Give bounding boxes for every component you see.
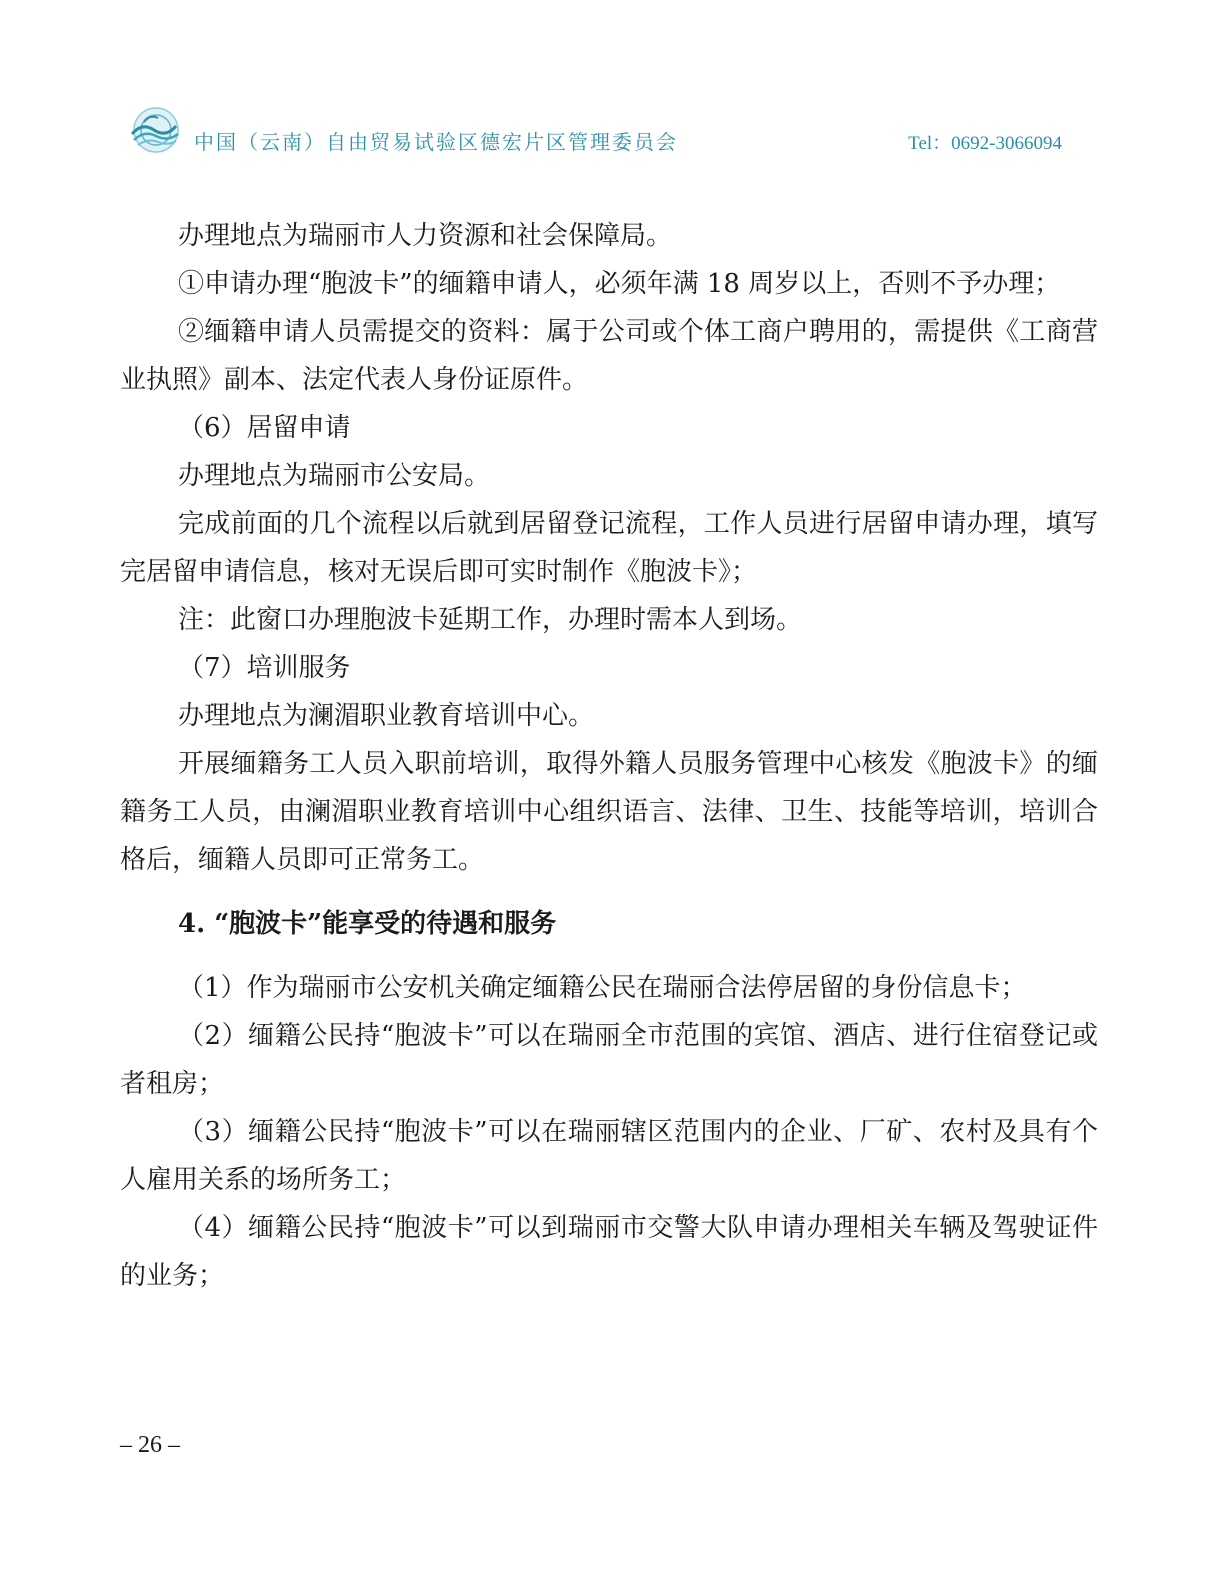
paragraph: 办理地点为瑞丽市公安局。 bbox=[178, 461, 491, 491]
telephone-number: Tel：0692-3066094 bbox=[908, 133, 1062, 154]
paragraph: 办理地点为澜湄职业教育培训中心。 bbox=[178, 701, 595, 731]
document-body bbox=[120, 212, 1098, 1300]
list-item: （1）作为瑞丽市公安机关确定缅籍公民在瑞丽合法停居留的身份信息卡； bbox=[178, 973, 1027, 1003]
paragraph: 开展缅籍务工人员入职前培训，取得外籍人员服务管理中心核发《胞波卡》的缅籍务工人员，由澜湄职业教育培训中心组织语言、法律、卫生、技能等培训，培训合格后，缅籍人员即可正常务工。 bbox=[120, 749, 1098, 875]
paragraph: ①申请办理“胞波卡”的缅籍申请人，必须年满 18 周岁以上，否则不予办理； bbox=[178, 269, 1061, 299]
organization-name: 中国（云南）自由贸易试验区德宏片区管理委员会 bbox=[194, 130, 678, 154]
list-item: （2）缅籍公民持“胞波卡”可以在瑞丽全市范围的宾馆、酒店、进行住宿登记或者租房； bbox=[120, 1021, 1098, 1099]
list-item: （3）缅籍公民持“胞波卡”可以在瑞丽辖区范围内的企业、厂矿、农村及具有个人雇用关系的场所务工； bbox=[120, 1117, 1098, 1195]
note-paragraph: 注：此窗口办理胞波卡延期工作，办理时需本人到场。 bbox=[178, 605, 803, 635]
page-number: – 26 – bbox=[120, 1432, 180, 1458]
paragraph: 办理地点为瑞丽市人力资源和社会保障局。 bbox=[178, 221, 673, 251]
subsection-title: （7）培训服务 bbox=[178, 653, 351, 683]
section-heading: 4. “胞波卡”能享受的待遇和服务 bbox=[178, 909, 557, 939]
list-item: （4）缅籍公民持“胞波卡”可以到瑞丽市交警大队申请办理相关车辆及驾驶证件的业务； bbox=[120, 1213, 1098, 1291]
paragraph: 完成前面的几个流程以后就到居留登记流程，工作人员进行居留申请办理，填写完居留申请信息，核对无误后即可实时制作《胞波卡》； bbox=[120, 509, 1098, 587]
page-header bbox=[124, 104, 1084, 160]
wave-sun-logo-icon bbox=[124, 104, 184, 158]
subsection-title: （6）居留申请 bbox=[178, 413, 351, 443]
paragraph: ②缅籍申请人员需提交的资料：属于公司或个体工商户聘用的，需提供《工商营业执照》副本、法定代表人身份证原件。 bbox=[120, 317, 1098, 395]
